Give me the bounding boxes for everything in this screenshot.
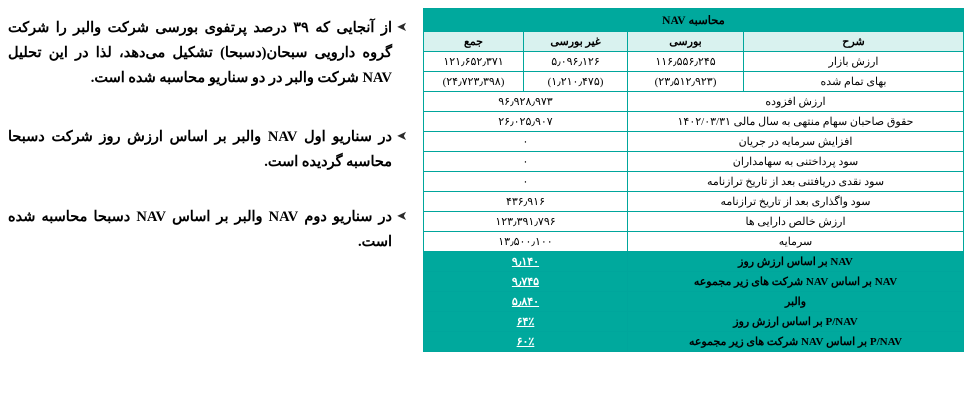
table-header-row xyxy=(423,32,963,52)
row-description: ارزش افزوده xyxy=(628,92,964,112)
table-row-highlight xyxy=(423,312,963,332)
table-row xyxy=(423,232,963,252)
table-row xyxy=(423,212,963,232)
row-total-value: ۱۲۱٫۶۵۲٫۳۷۱ xyxy=(423,52,523,72)
row-value: ۶۰٪ xyxy=(423,332,627,352)
nav-table-container xyxy=(424,8,964,352)
row-value: ۶۴٪ xyxy=(423,312,627,332)
row-bourse-value: ۱۱۶٫۵۵۶٫۲۴۵ xyxy=(628,52,744,72)
row-value: ۰ xyxy=(423,152,627,172)
row-description: سود واگذاری بعد از تاریخ ترازنامه xyxy=(628,192,964,212)
list-item xyxy=(0,125,412,175)
column-header-total: جمع xyxy=(423,32,523,52)
row-total-value: (۲۴٫۷۲۳٫۳۹۸) xyxy=(423,72,523,92)
row-description: NAV بر اساس NAV شرکت های زیر مجموعه xyxy=(628,272,964,292)
row-value: ۹٫۱۴۰ xyxy=(423,252,627,272)
row-value: ۲۶٫۰۲۵٫۹۰۷ xyxy=(423,112,627,132)
row-description: افزایش سرمایه در جریان xyxy=(628,132,964,152)
row-non-bourse-value: (۱٫۲۱۰٫۴۷۵) xyxy=(524,72,628,92)
table-row xyxy=(423,112,963,132)
row-description: ارزش بازار xyxy=(744,52,964,72)
row-description: سرمایه xyxy=(628,232,964,252)
table-row xyxy=(423,92,963,112)
row-value: ۰ xyxy=(423,132,627,152)
table-row xyxy=(423,132,963,152)
bullet-text: از آنجایی که ۳۹ درصد پرتفوی بورسی شرکت والبر را شرکت گروه دارویی سبحان(دسبحا) تشکیل می‌دهد، لذا در این تحلیل NAV شرکت والبر در دو سناریو محاسبه شده است. xyxy=(8,20,392,86)
row-value: ۱۲۳٫۳۹۱٫۷۹۶ xyxy=(423,212,627,232)
column-header-description: شرح xyxy=(744,32,964,52)
column-header-non-bourse: غیر بورسی xyxy=(524,32,628,52)
table-row xyxy=(423,52,963,72)
arrow-bullet-icon: ➤ xyxy=(396,208,408,223)
row-description: سود پرداختنی به سهامداران xyxy=(628,152,964,172)
row-description: ارزش خالص دارایی ها xyxy=(628,212,964,232)
bullet-list xyxy=(0,16,412,281)
arrow-bullet-icon: ➤ xyxy=(396,19,408,34)
row-bourse-value: (۲۳٫۵۱۲٫۹۲۳) xyxy=(628,72,744,92)
nav-table xyxy=(423,8,964,352)
row-description: حقوق صاحبان سهام منتهی به سال مالی ۱۴۰۲/۰۳/۳۱ xyxy=(628,112,964,132)
row-value: ۹٫۷۴۵ xyxy=(423,272,627,292)
column-header-bourse: بورسی xyxy=(628,32,744,52)
list-item xyxy=(0,16,412,91)
table-row-highlight xyxy=(423,292,963,312)
table-row-highlight xyxy=(423,332,963,352)
row-description: سود نقدی دریافتنی بعد از تاریخ ترازنامه xyxy=(628,172,964,192)
row-value: ۵٫۸۴۰ xyxy=(423,292,627,312)
table-row-highlight xyxy=(423,272,963,292)
row-description: والبر xyxy=(628,292,964,312)
bullet-text: در سناریو اول NAV والبر بر اساس ارزش روز شرکت دسبحا محاسبه گردیده است. xyxy=(8,129,393,170)
row-value: ۹۶٫۹۲۸٫۹۷۳ xyxy=(423,92,627,112)
row-description: P/NAV بر اساس ارزش روز xyxy=(628,312,964,332)
row-description: P/NAV بر اساس NAV شرکت های زیر مجموعه xyxy=(628,332,964,352)
table-row xyxy=(423,152,963,172)
table-row xyxy=(423,192,963,212)
row-value: ۱۳٫۵۰۰٫۱۰۰ xyxy=(423,232,627,252)
table-row xyxy=(423,72,963,92)
row-non-bourse-value: ۵٫۰۹۶٫۱۲۶ xyxy=(524,52,628,72)
table-title: محاسبه NAV xyxy=(423,9,963,32)
list-item xyxy=(0,205,412,255)
row-description: NAV بر اساس ارزش روز xyxy=(628,252,964,272)
table-title-row xyxy=(423,9,963,32)
bullet-text: در سناریو دوم NAV والبر بر اساس NAV دسبحا محاسبه شده است. xyxy=(8,209,392,250)
table-row-highlight xyxy=(423,252,963,272)
row-description: بهای تمام شده xyxy=(744,72,964,92)
arrow-bullet-icon: ➤ xyxy=(396,128,408,143)
row-value: ۰ xyxy=(423,172,627,192)
row-value: ۴۳۶٫۹۱۶ xyxy=(423,192,627,212)
table-row xyxy=(423,172,963,192)
